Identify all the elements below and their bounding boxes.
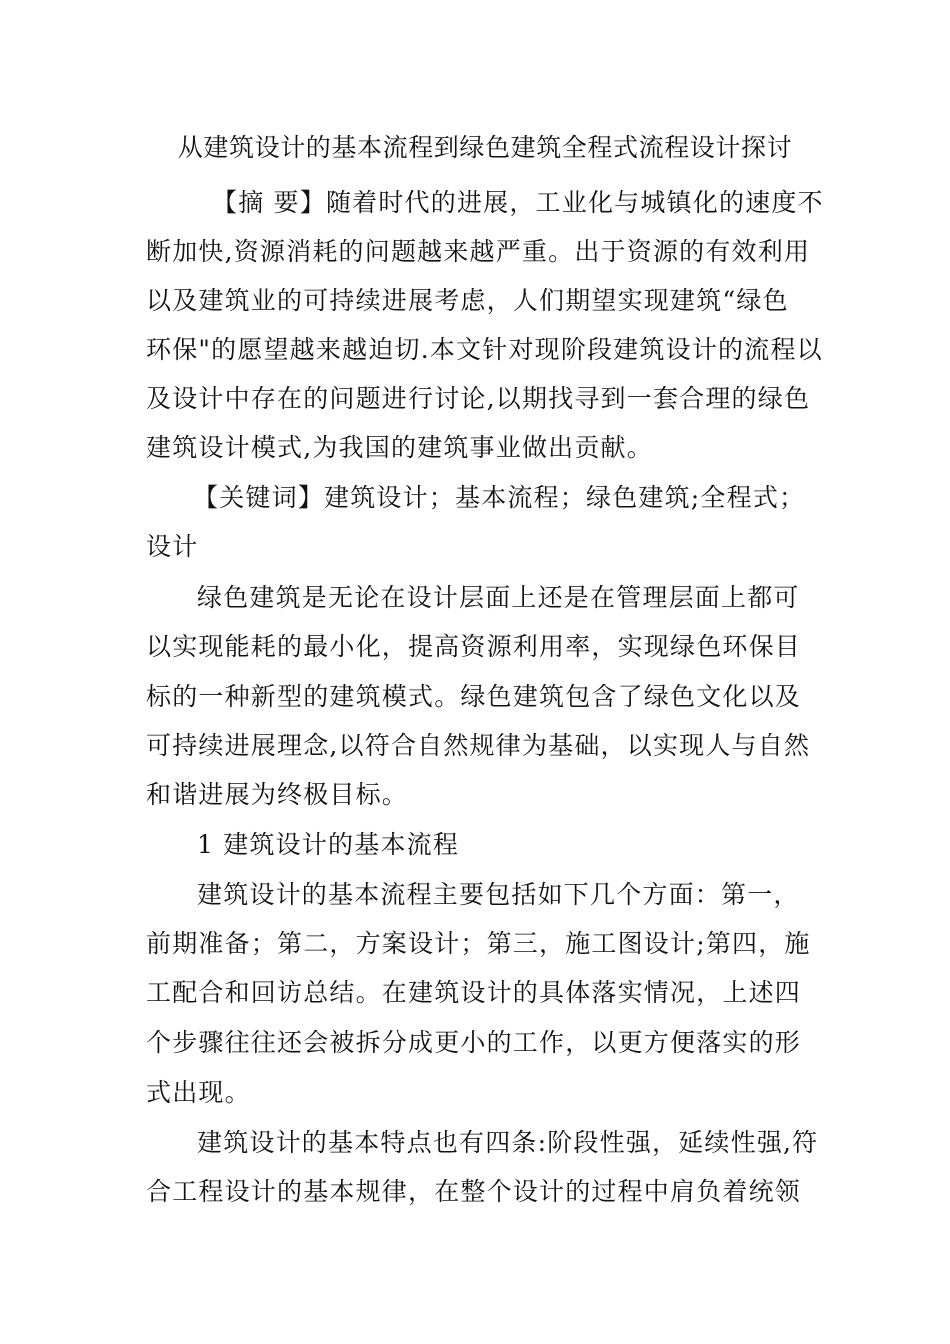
body-line: 前期准备；第二，方案设计；第三，施工图设计;第四，施 (146, 929, 811, 958)
section-heading: 1 建筑设计的基本流程 (197, 830, 460, 859)
body-line: 式出现。 (146, 1078, 251, 1107)
body-line: 绿色建筑是无论在设计层面上还是在管理层面上都可 (197, 583, 800, 612)
keywords-line: 【关键词】建筑设计；基本流程；绿色建筑;全程式； (193, 483, 806, 512)
body-line: 工配合和回访总结。在建筑设计的具体落实情况，上述四 (146, 978, 802, 1007)
abstract-line: 建筑设计模式,为我国的建筑事业做出贡献。 (146, 433, 653, 462)
keywords-line: 设计 (146, 532, 199, 561)
document-title: 从建筑设计的基本流程到绿色建筑全程式流程设计探讨 (177, 133, 793, 162)
body-line: 合工程设计的基本规律，在整个设计的过程中肩负着统领 (146, 1177, 802, 1206)
abstract-line: 以及建筑业的可持续进展考虑，人们期望实现建筑“绿色 (146, 286, 789, 315)
body-line: 和谐进展为终极目标。 (146, 780, 409, 809)
body-line: 可持续进展理念,以符合自然规律为基础，以实现人与自然 (146, 731, 811, 760)
body-line: 标的一种新型的建筑模式。绿色建筑包含了绿色文化以及 (146, 682, 802, 711)
abstract-line: 断加快,资源消耗的问题越来越严重。出于资源的有效利用 (146, 237, 811, 266)
abstract-line: 环保"的愿望越来越迫切.本文针对现阶段建筑设计的流程以 (146, 335, 823, 364)
abstract-line: 及设计中存在的问题进行讨论,以期找寻到一套合理的绿色 (146, 384, 811, 413)
body-line: 以实现能耗的最小化，提高资源利用率，实现绿色环保目 (146, 632, 802, 661)
body-line: 个步骤往往还会被拆分成更小的工作，以更方便落实的形 (146, 1028, 802, 1057)
abstract-line: 【摘 要】随着时代的进展，工业化与城镇化的速度不 (212, 188, 824, 217)
body-line: 建筑设计的基本特点也有四条:阶段性强，延续性强,符 (197, 1128, 819, 1157)
body-line: 建筑设计的基本流程主要包括如下几个方面：第一， (197, 880, 800, 909)
